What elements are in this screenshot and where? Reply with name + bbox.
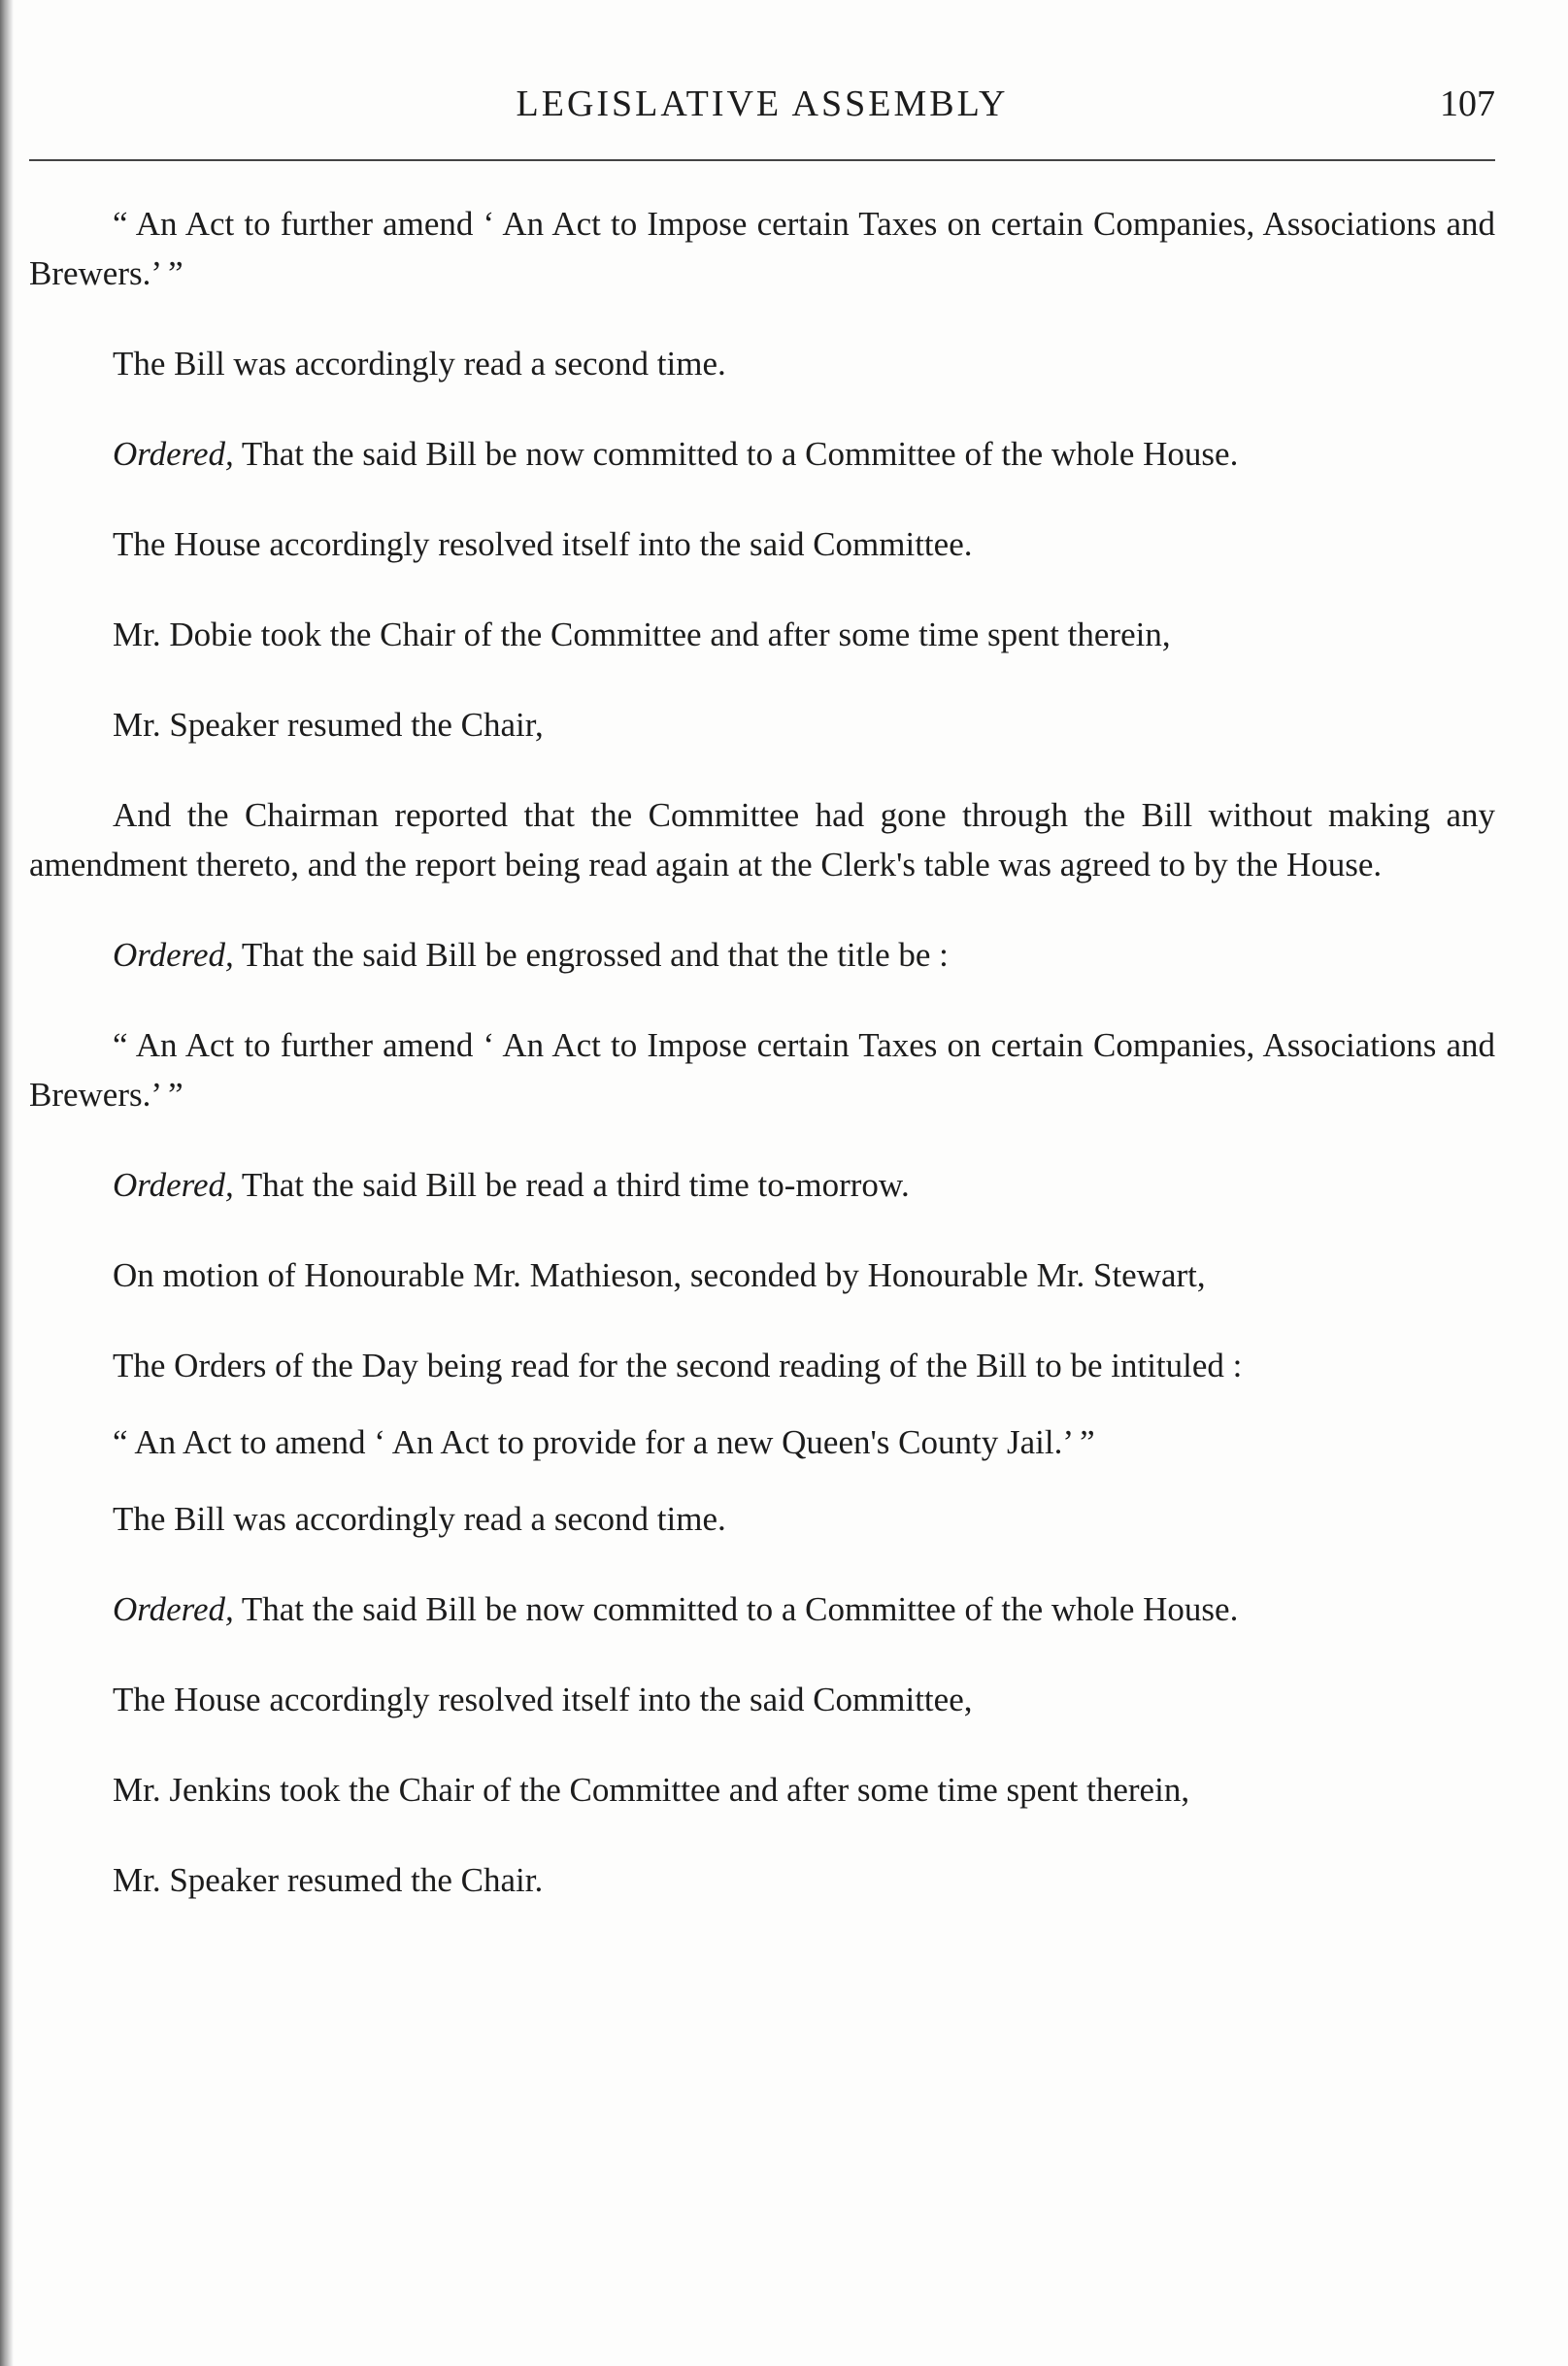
paragraph-text: That the said Bill be read a third time to-morrow. (241, 1166, 910, 1204)
paragraph-text: Mr. Speaker resumed the Chair. (113, 1861, 544, 1899)
paragraph (29, 1020, 1495, 1119)
paragraph (29, 1675, 1495, 1724)
paragraph (29, 1765, 1495, 1815)
body-text (29, 199, 1495, 1946)
paragraph (29, 1855, 1495, 1905)
page-header (29, 80, 1495, 128)
header-rule (29, 159, 1495, 161)
running-title: LEGISLATIVE ASSEMBLY (516, 83, 1009, 124)
paragraph-text: Mr. Jenkins took the Chair of the Committee and after some time spent therein, (113, 1771, 1190, 1809)
paragraph-text: “ An Act to further amend ‘ An Act to Impose certain Taxes on certain Companies, Associations and Brewers.’ ” (29, 1026, 1495, 1114)
paragraph-lead: Ordered, (113, 936, 234, 974)
paragraph-text: The House accordingly resolved itself into the said Committee, (113, 1681, 973, 1718)
paragraph-text: That the said Bill be now committed to a Committee of the whole House. (241, 1590, 1239, 1628)
paragraph (29, 339, 1495, 388)
paragraph-text: Mr. Speaker resumed the Chair, (113, 706, 544, 744)
paragraph-text: The Orders of the Day being read for the second reading of the Bill to be intituled : (113, 1347, 1243, 1384)
paragraph (29, 610, 1495, 659)
paragraph-text: And the Chairman reported that the Committee had gone through the Bill without making any amendment thereto, and the report being read again at the Clerk's table was agreed to by the House. (29, 796, 1495, 883)
paragraph-lead: Ordered, (113, 1166, 234, 1204)
page-number: 107 (1440, 83, 1495, 124)
paragraph (29, 790, 1495, 889)
paragraph (29, 1250, 1495, 1300)
paragraph (29, 1160, 1495, 1210)
paragraph (29, 1584, 1495, 1634)
paragraph (29, 519, 1495, 569)
paragraph-text: The Bill was accordingly read a second time. (113, 345, 726, 383)
paragraph (29, 1417, 1495, 1467)
paragraph-text: “ An Act to amend ‘ An Act to provide for a new Queen's County Jail.’ ” (113, 1423, 1095, 1461)
paragraph-lead: Ordered, (113, 1590, 234, 1628)
paragraph (29, 199, 1495, 298)
paragraph (29, 1494, 1495, 1544)
paragraph (29, 930, 1495, 980)
paragraph-lead: Ordered, (113, 435, 234, 473)
paragraph-text: The Bill was accordingly read a second time. (113, 1500, 726, 1538)
page-binding-edge (0, 0, 14, 2366)
paragraph (29, 429, 1495, 479)
paragraph (29, 700, 1495, 750)
paragraph-text: Mr. Dobie took the Chair of the Committee and after some time spent therein, (113, 616, 1171, 653)
paragraph (29, 1341, 1495, 1390)
paragraph-text: That the said Bill be engrossed and that the title be : (241, 936, 949, 974)
paragraph-text: That the said Bill be now committed to a Committee of the whole House. (241, 435, 1239, 473)
paragraph-text: On motion of Honourable Mr. Mathieson, seconded by Honourable Mr. Stewart, (113, 1256, 1206, 1294)
paragraph-text: “ An Act to further amend ‘ An Act to Impose certain Taxes on certain Companies, Associations and Brewers.’ ” (29, 205, 1495, 292)
paragraph-text: The House accordingly resolved itself into the said Committee. (113, 525, 973, 563)
